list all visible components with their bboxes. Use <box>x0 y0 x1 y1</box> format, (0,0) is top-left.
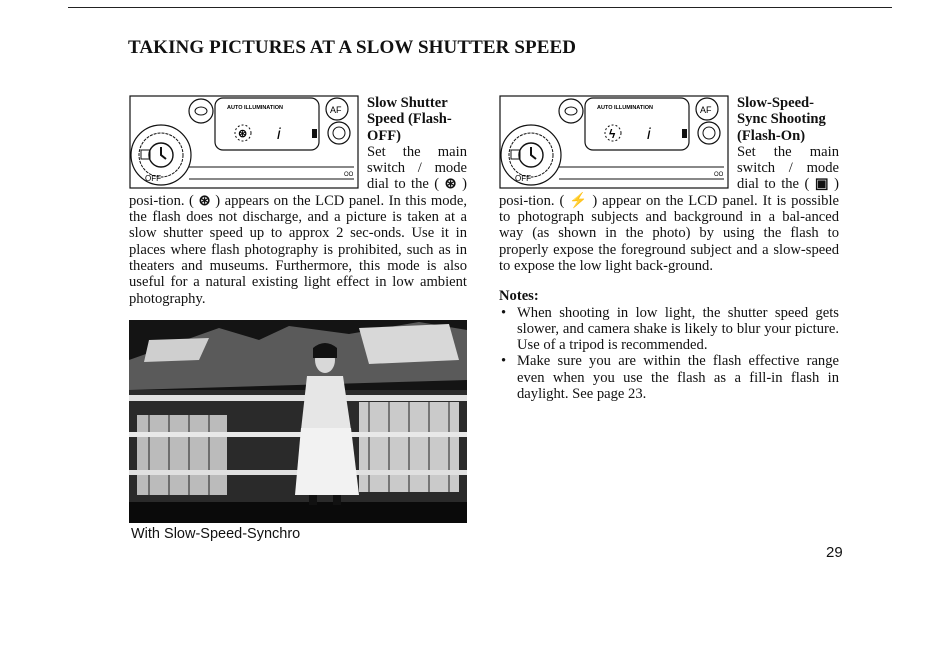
svg-text:AF: AF <box>700 105 712 115</box>
svg-text:AF: AF <box>330 105 342 115</box>
flash-icon: ⚡ <box>569 192 588 209</box>
left-column <box>129 95 467 307</box>
left-heading: Slow Shutter Speed (Flash-OFF) <box>367 95 452 144</box>
notes-list <box>499 305 839 403</box>
lcd-label: AUTO ILLUMINATION <box>227 105 284 111</box>
list-item: • Make sure you are within the flash effective range even when you use the flash as a fill-in flash in daylight. See page 23. <box>501 353 839 403</box>
page-title: TAKING PICTURES AT A SLOW SHUTTER SPEED <box>128 37 577 58</box>
notes-heading: Notes: <box>499 288 539 305</box>
svg-text:i: i <box>647 126 651 143</box>
page-number: 29 <box>826 544 843 561</box>
svg-text:OO: OO <box>344 172 354 178</box>
flash-off-icon: ⊛ <box>198 192 211 209</box>
right-column <box>499 95 839 402</box>
list-item: • When shooting in low light, the shutter speed gets slower, and camera shake is likely to blur your picture. Use of a tripod is recommended. <box>501 304 839 354</box>
right-heading: Slow-Speed-Sync Shooting (Flash-On) <box>737 95 826 144</box>
top-rule <box>68 7 892 8</box>
right-body-text: Set the main switch / mode dial to the ( ▣ ) posi-tion. ( ⚡ ) appear on the LCD panel. It is possible to photograph subjects and background in a bal-anced way (as shown in the photo) by using the flash to properly expose the foreground subject and a slow-speed to expose the low light back-ground. <box>499 143 839 274</box>
camera-lcd-diagram-flash-off <box>129 95 359 189</box>
left-body-text: Set the main switch / mode dial to the ( ⊛ ) posi-tion. ( ⊛ ) appears on the LCD panel. In this mode, the flash does not discharge, and a picture is taken at a slow shutter speed up to approx 2 sec-onds. Use it in places where flash photography is prohibited, such as in theaters and museums. Furthermore, this mode is also useful for a natural existing light effect in low ambient photography. <box>129 143 467 307</box>
sample-photo-slow-speed-synchro <box>129 320 467 523</box>
photo-caption: With Slow-Speed-Synchro <box>131 526 301 542</box>
flash-off-icon: ⊛ <box>444 176 457 193</box>
svg-text:OO: OO <box>714 172 724 178</box>
slow-sync-icon: ▣ <box>814 176 829 193</box>
camera-lcd-diagram-flash-on <box>499 95 729 189</box>
svg-text:⊛: ⊛ <box>238 128 248 140</box>
bullet-icon: • <box>501 353 507 370</box>
svg-text:OFF: OFF <box>515 174 531 183</box>
svg-text:ϟ: ϟ <box>609 127 616 141</box>
svg-text:i: i <box>277 126 281 143</box>
bullet-icon: • <box>501 304 507 321</box>
svg-text:OFF: OFF <box>145 174 161 183</box>
lcd-label: AUTO ILLUMINATION <box>597 105 654 111</box>
